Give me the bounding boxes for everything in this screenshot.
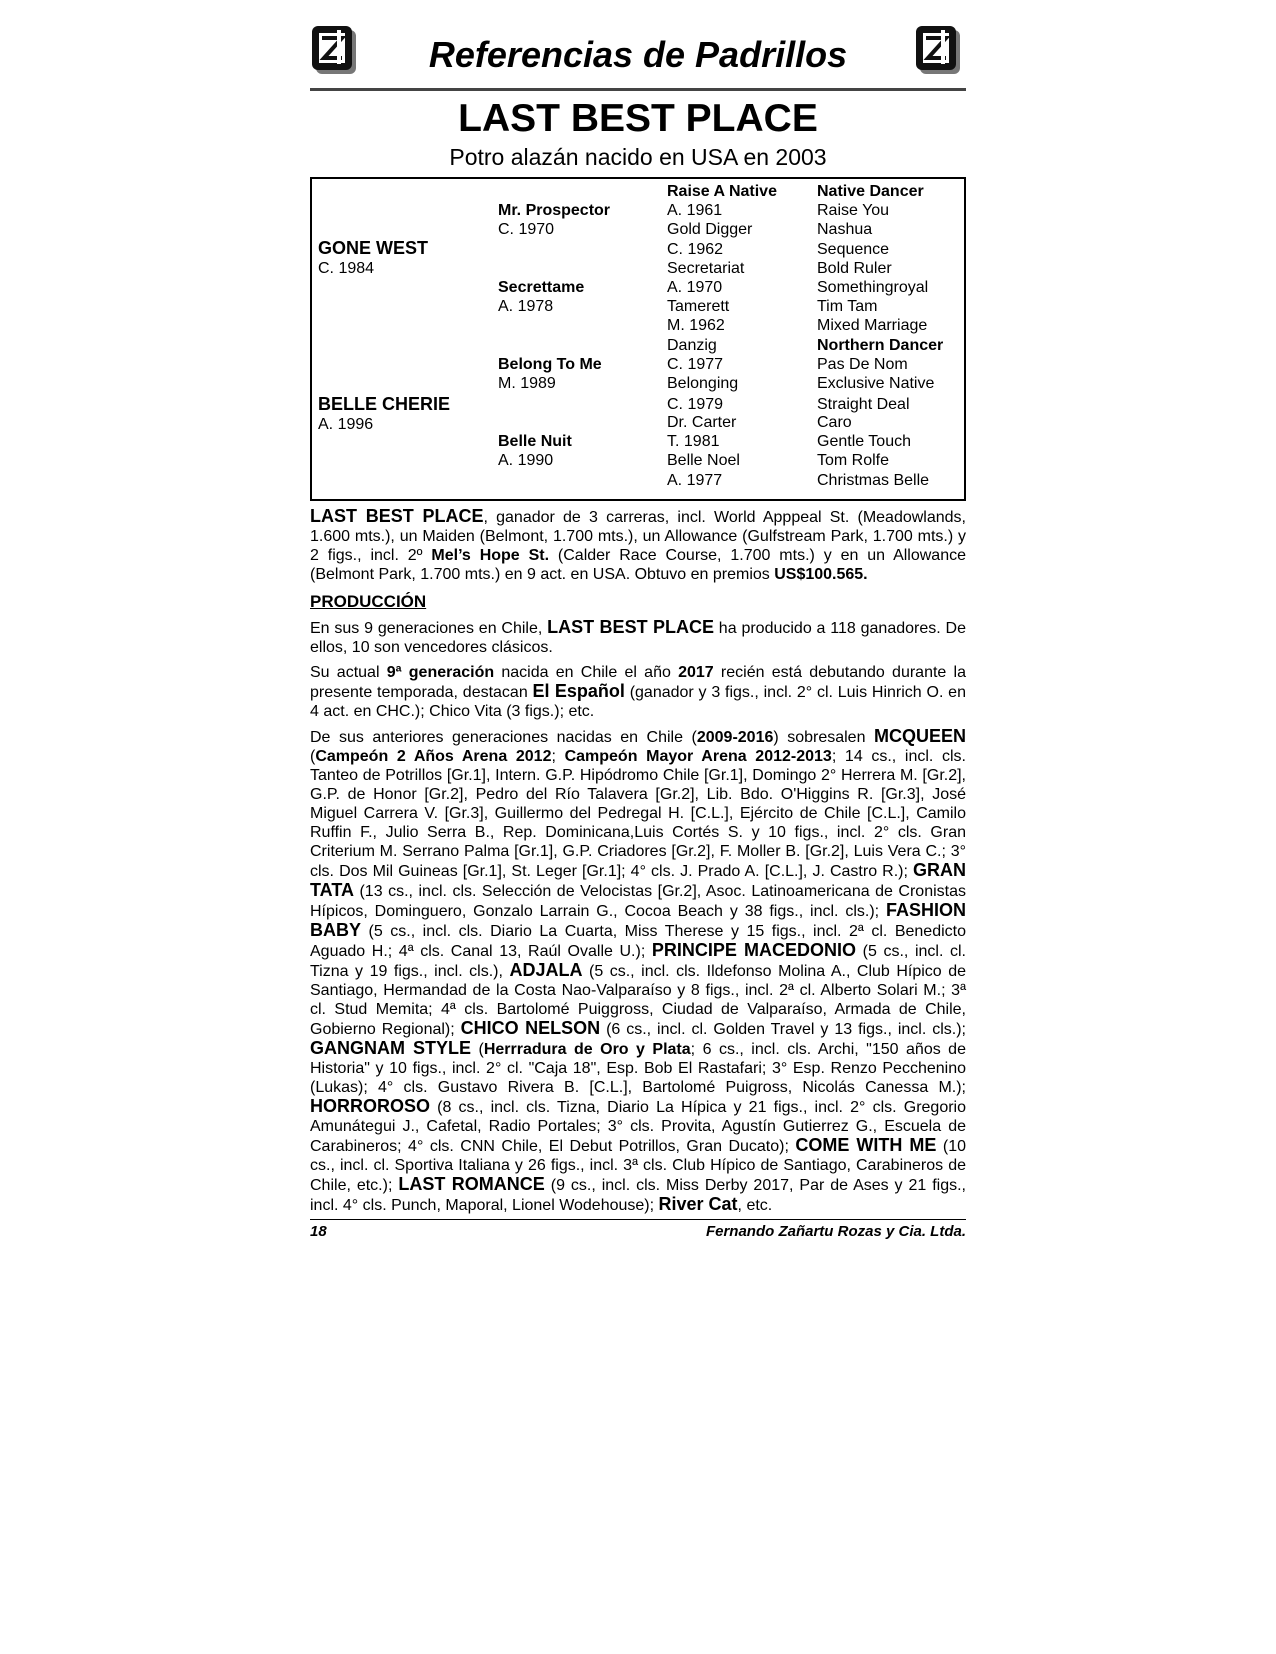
text-run: ( [310,748,316,765]
text-run: Su actual [310,664,387,681]
gen3-year: C. 1962 [667,241,724,258]
horse-name-inline: FASHION BABY [310,900,966,940]
gen4-name: Pas De Nom [817,356,908,373]
gen4-name: Native Dancer [817,183,924,200]
text-run: ; [551,748,565,765]
horse-name-inline: GRAN TATA [310,860,966,900]
gen3-name: Secretariat [667,260,745,277]
gen3-year: A. 1961 [667,202,723,219]
gen2-year: M. 1989 [498,375,556,392]
horse-name: LAST BEST PLACE [458,97,818,140]
horse-name-inline: COME WITH ME [795,1135,937,1155]
generation-label: 9ª generación [386,664,495,681]
text-run: (8 cs., incl. cls. Tizna, Diario La Hípica y 21 figs., incl. 2° cls. Gregorio Amunátegui J., Cafetal, Radio Portales; 3° cls. Provita, Agustín Gutierrez G., Escuela de Carabineros; 4° cls. CNN Chile, El Debut Potrillos, Gran Ducato); [310,1099,966,1155]
year-label: 2017 [678,664,714,681]
sire-name: GONE WEST [318,238,429,258]
horse-name-inline: MCQUEEN [874,726,967,746]
horse-name-inline: GANGNAM STYLE [310,1038,472,1058]
gen4-name: Caro [817,414,852,431]
horse-name-inline: HORROROSO [310,1096,431,1116]
text-run: ha producido a 118 ganadores. De ellos, 10 son vencedores clásicos. [310,620,966,656]
gen4-name: Sequence [817,241,890,258]
gen3-name: Tamerett [667,298,730,315]
horse-name-inline: LAST BEST PLACE [310,506,484,526]
horse-name-inline: El Español [532,681,625,701]
prize-amount: US$100.565. [774,566,868,583]
text-run: (ganador y 3 figs., incl. 2° cl. Luis Hinrich O. en 4 act. en CHC.); Chico Vita (3 figs.); etc. [310,684,966,720]
gen3-year: A. 1977 [667,472,723,489]
gen4-name: Exclusive Native [817,375,935,392]
year-range: 2009-2016 [696,729,774,746]
gen4-name: Raise You [817,202,890,219]
dam-name: BELLE CHERIE [318,394,451,414]
race-record-text: (Calder Race Course, 1.700 mts.) y en un Allowance (Belmont Park, 1.700 mts.) en 9 act. en USA. Obtuvo en premios [310,547,966,583]
page-header [310,20,966,84]
sire-year: C. 1984 [318,260,375,277]
header-rule [310,88,966,91]
text-run: (5 cs., incl. cls. Ildefonso Molina A., Club Hípico de Santiago, Hermandad de la Costa Nao-Valparaíso y 8 figs., incl. 2ª cl. Alberto Solari M.; 3ª cl. Stud Memita; 4ª cls. Bartolomé Puiggross, Ciudad de Valparaíso, Armada de Chile, Gobierno Regional); [310,963,967,1038]
gen3-year: C. 1979 [667,396,724,413]
gen3-year: A. 1970 [667,279,723,296]
production-paragraph-1 [310,618,966,657]
text-run: recién está debutando durante la presente temporada, destacan [310,664,967,701]
championship-label: Herrradura de Oro y Plata [483,1041,691,1058]
gen2-year: C. 1970 [498,221,555,238]
text-run: nacida en Chile el año [494,664,679,681]
gen4-name: Straight Deal [817,396,910,413]
gen3-name: Raise A Native [667,183,777,200]
text-run: En sus 9 generaciones en Chile, [310,620,548,637]
production-paragraph-2 [310,663,966,721]
gen3-year: C. 1977 [667,356,724,373]
gen3-name: Danzig [667,337,717,354]
zr-monogram-logo-icon [914,24,962,76]
page-footer [310,1223,966,1240]
pedigree-table [310,177,966,501]
gen2-year: A. 1978 [498,298,554,315]
footer-rule [310,1219,966,1220]
gen2-name: Belong To Me [498,356,602,373]
race-record-paragraph [310,507,966,584]
gen4-name: Bold Ruler [817,260,892,277]
gen4-name: Tim Tam [817,298,878,315]
dam-year: A. 1996 [318,416,374,433]
gen4-name: Christmas Belle [817,472,930,489]
page-number: 18 [310,1223,327,1240]
gen2-year: A. 1990 [498,452,554,469]
gen4-name: Somethingroyal [817,279,929,296]
text-run: ; 14 cs., incl. cls. Tanteo de Potrillos [Gr.1], Intern. G.P. Hipódromo Chile [Gr.1], Domingo 2° Herrera M. [Gr.2], G.P. de Honor [Gr.2], Pedro del Río Talavera [Gr.2], Lib. Bdo. O'Higgins R. [Gr.3], José Miguel Carrera V. [Gr.3], Guillermo del Pedregal H. [C.L.], Ejército de Chile [C.L.], Camilo Ruffin F., Julio Serra B., Rep. Dominicana,Luis Cortés S. y 10 figs., incl. 2° cls. Gran Criterium M. Serrano Palma [Gr.1], G.P. Criadores [Gr.2], F. Moller B. [Gr.2], Luis Vera C.; 3° cls. Dos Mil Guineas [Gr.1], St. Leger [Gr.1]; 4° cls. J. Prado A. [C.L.], J. Castro R.); [310,748,967,880]
gen2-name: Belle Nuit [498,433,572,450]
gen3-year: M. 1962 [667,317,725,334]
horse-name-inline: PRINCIPE MACEDONIO [651,940,857,960]
gen4-name: Nashua [817,221,873,238]
text-run: (10 cs., incl. cl. Sportiva Italiana y 26 figs., incl. 3ª cls. Club Hípico de Santiago, Carabineros de Chile, etc.); [310,1138,966,1194]
text-run: (5 cs., incl. cls. Diario La Cuarta, Miss Therese y 15 figs., incl. 2ª cl. Benedicto Aguado H.; 4ª cls. Canal 13, Raúl Ovalle U.); [310,923,966,960]
horse-subtitle: Potro alazán nacido en USA en 2003 [449,144,827,170]
text-run: (5 cs., incl. cl. Tizna y 19 figs., incl. cls.), [310,943,966,980]
text-run: , etc. [737,1197,773,1214]
production-paragraph-3 [310,727,966,1215]
horse-name-inline: River Cat [658,1194,738,1214]
horse-name-inline: LAST BEST PLACE [547,617,714,637]
horse-name-inline: LAST ROMANCE [398,1174,545,1194]
gen4-name: Mixed Marriage [817,317,928,334]
gen3-name: Belonging [667,375,739,392]
gen4-name: Northern Dancer [817,337,944,354]
gen3-name: Gold Digger [667,221,753,238]
gen3-name: Belle Noel [667,452,740,469]
race-name: Mel’s Hope St. [431,547,550,564]
text-run: ; 6 cs., incl. cls. Archi, "150 años de Historia" y 10 figs., incl. 2° cl. "Caja 18", Esp. Bob El Rastafari; 3° Esp. Renzo Pecchenino (Lukas); 4° cls. Gustavo Rivera B. [C.L.], Bartolomé Puigross, Nicolás Canessa M.); [310,1041,966,1096]
horse-name-inline: ADJALA [509,960,583,980]
text-run: (9 cs., incl. cls. Miss Derby 2017, Par de Ases y 21 figs., incl. 4° cls. Punch, Maporal, Lionel Wodehouse); [310,1177,967,1214]
text-run: De sus anteriores generaciones nacidas en Chile ( [310,729,697,746]
footer-company: Fernando Zañartu Rozas y Cia. Ltda. [705,1223,966,1240]
race-record-text: , ganador de 3 carreras, incl. World Apppeal St. (Meadowlands, 1.600 mts.), un Maiden (Belmont, 1.700 mts.), un Allowance (Gulfstream Park, 1.700 mts.) y 2 figs., incl. 2º [310,509,966,564]
gen2-name: Secrettame [498,279,585,296]
text-run: ( [471,1041,484,1058]
gen3-name: Dr. Carter [667,414,737,431]
gen2-name: Mr. Prospector [498,202,611,219]
text-run: (13 cs., incl. cls. Selección de Velocistas [Gr.2], Asoc. Latinoamericana de Cronistas Hípicos, Dominguero, Gonzalo Larrain G., Cocoa Beach y 38 figs., incl. cls.); [310,883,966,920]
header-title: Referencias de Padrillos [428,34,848,75]
gen3-year: T. 1981 [667,433,720,450]
production-heading: PRODUCCIÓN [310,592,427,611]
text-run: ) sobresalen [773,729,874,746]
horse-name-inline: CHICO NELSON [460,1018,601,1038]
gen4-name: Gentle Touch [817,433,911,450]
document-page [310,20,966,1240]
gen4-name: Tom Rolfe [817,452,890,469]
championship-label: Campeón Mayor Arena 2012-2013 [564,748,832,765]
text-run: (6 cs., incl. cl. Golden Travel y 13 figs., incl. cls.); [600,1021,966,1038]
championship-label: Campeón 2 Años Arena 2012 [315,748,552,765]
